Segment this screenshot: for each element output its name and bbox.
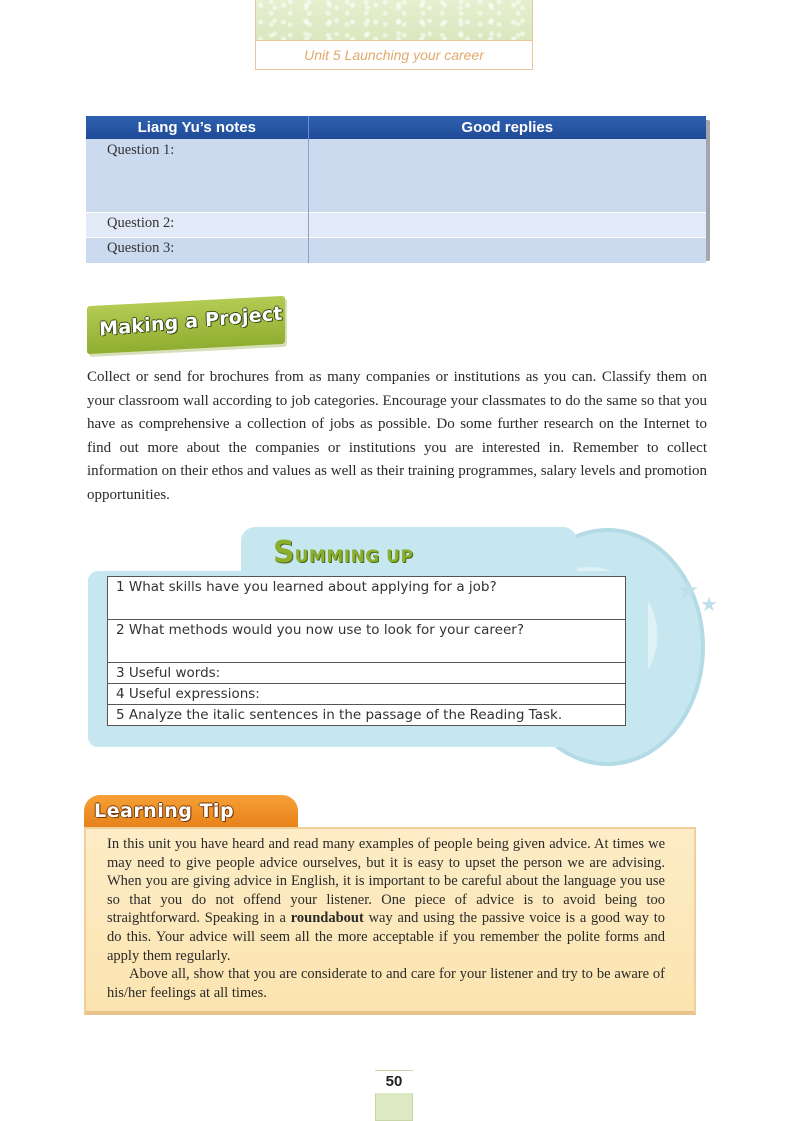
summing-up-table <box>107 576 626 726</box>
tip-paragraph-1 <box>107 835 665 965</box>
question-label: Question 2: <box>86 213 308 238</box>
summing-item: 5 Analyze the italic sentences in the passage of the Reading Task. <box>108 705 626 726</box>
table-row <box>108 705 626 726</box>
table-row <box>86 139 706 213</box>
notes-table-header-row <box>86 116 706 139</box>
tip-bold-word: roundabout <box>290 910 364 927</box>
summing-item: 1 What skills have you learned about applying for a job? <box>108 577 626 620</box>
star-icon: ★ <box>676 576 700 605</box>
tip-text-part: way and using the passive voice is a good way to do this. Your advice will seem all the more acceptable if you remember the polite forms and apply them regularly. <box>107 910 666 964</box>
question-label: Question 1: <box>86 139 308 213</box>
reply-cell <box>308 238 706 264</box>
page-number: 50 <box>375 1071 413 1093</box>
star-icon: ★ <box>700 594 718 616</box>
table-row <box>108 577 626 620</box>
table-row <box>108 663 626 684</box>
learning-tip-text <box>107 835 665 1002</box>
question-label: Question 3: <box>86 238 308 264</box>
notes-table-container <box>86 116 706 257</box>
tip-text-part: In this unit you have heard and read many examples of people being given advice. At times we may need to give people advice ourselves, but it is easy to upset the person we are advising. When you are giving advice in English, it is important to be careful about the language you use so that you do not offend your listener. One piece of advice is to avoid being too straightforward. Speaking in a <box>107 836 665 927</box>
summing-item: 3 Useful words: <box>108 663 626 684</box>
notes-table <box>86 116 706 263</box>
table-row <box>108 620 626 663</box>
summing-title-rest: UMMING UP <box>294 547 414 567</box>
summing-item: 2 What methods would you now use to look for your career? <box>108 620 626 663</box>
table-row <box>86 238 706 264</box>
summing-title-initial: S <box>273 535 295 570</box>
learning-tip-tab <box>84 795 298 831</box>
tip-paragraph-2: Above all, show that you are considerate to and care for your listener and try to be aware of his/her feelings at all times. <box>107 966 665 1001</box>
reply-cell <box>308 213 706 238</box>
notes-col-header-replies: Good replies <box>308 116 706 139</box>
notes-col-header-notes: Liang Yu’s notes <box>86 116 308 139</box>
unit-header-tab <box>255 0 533 70</box>
header-texture <box>256 0 532 41</box>
reply-cell <box>308 139 706 213</box>
project-heading-banner <box>87 296 285 354</box>
summing-up-title <box>273 535 413 570</box>
summing-up-tab <box>241 527 577 573</box>
unit-title: Unit 5 Launching your career <box>304 47 484 63</box>
project-heading: Making a Project <box>98 302 283 341</box>
project-paragraph: Collect or send for brochures from as many companies or institutions as you can. Classify them on your classroom wall according to job categories. Encourage your classmates to do the same so that you have as comprehensive a collection of jobs as possible. Do some further research on the Internet to find out more about the companies or institutions you are interested in. Remember to collect information on their ethos and values as well as their training programmes, salary levels and promotion opportunities. <box>87 369 707 503</box>
summing-item: 4 Useful expressions: <box>108 684 626 705</box>
table-row <box>108 684 626 705</box>
learning-tip-heading: Learning Tip <box>94 800 235 822</box>
table-row <box>86 213 706 238</box>
